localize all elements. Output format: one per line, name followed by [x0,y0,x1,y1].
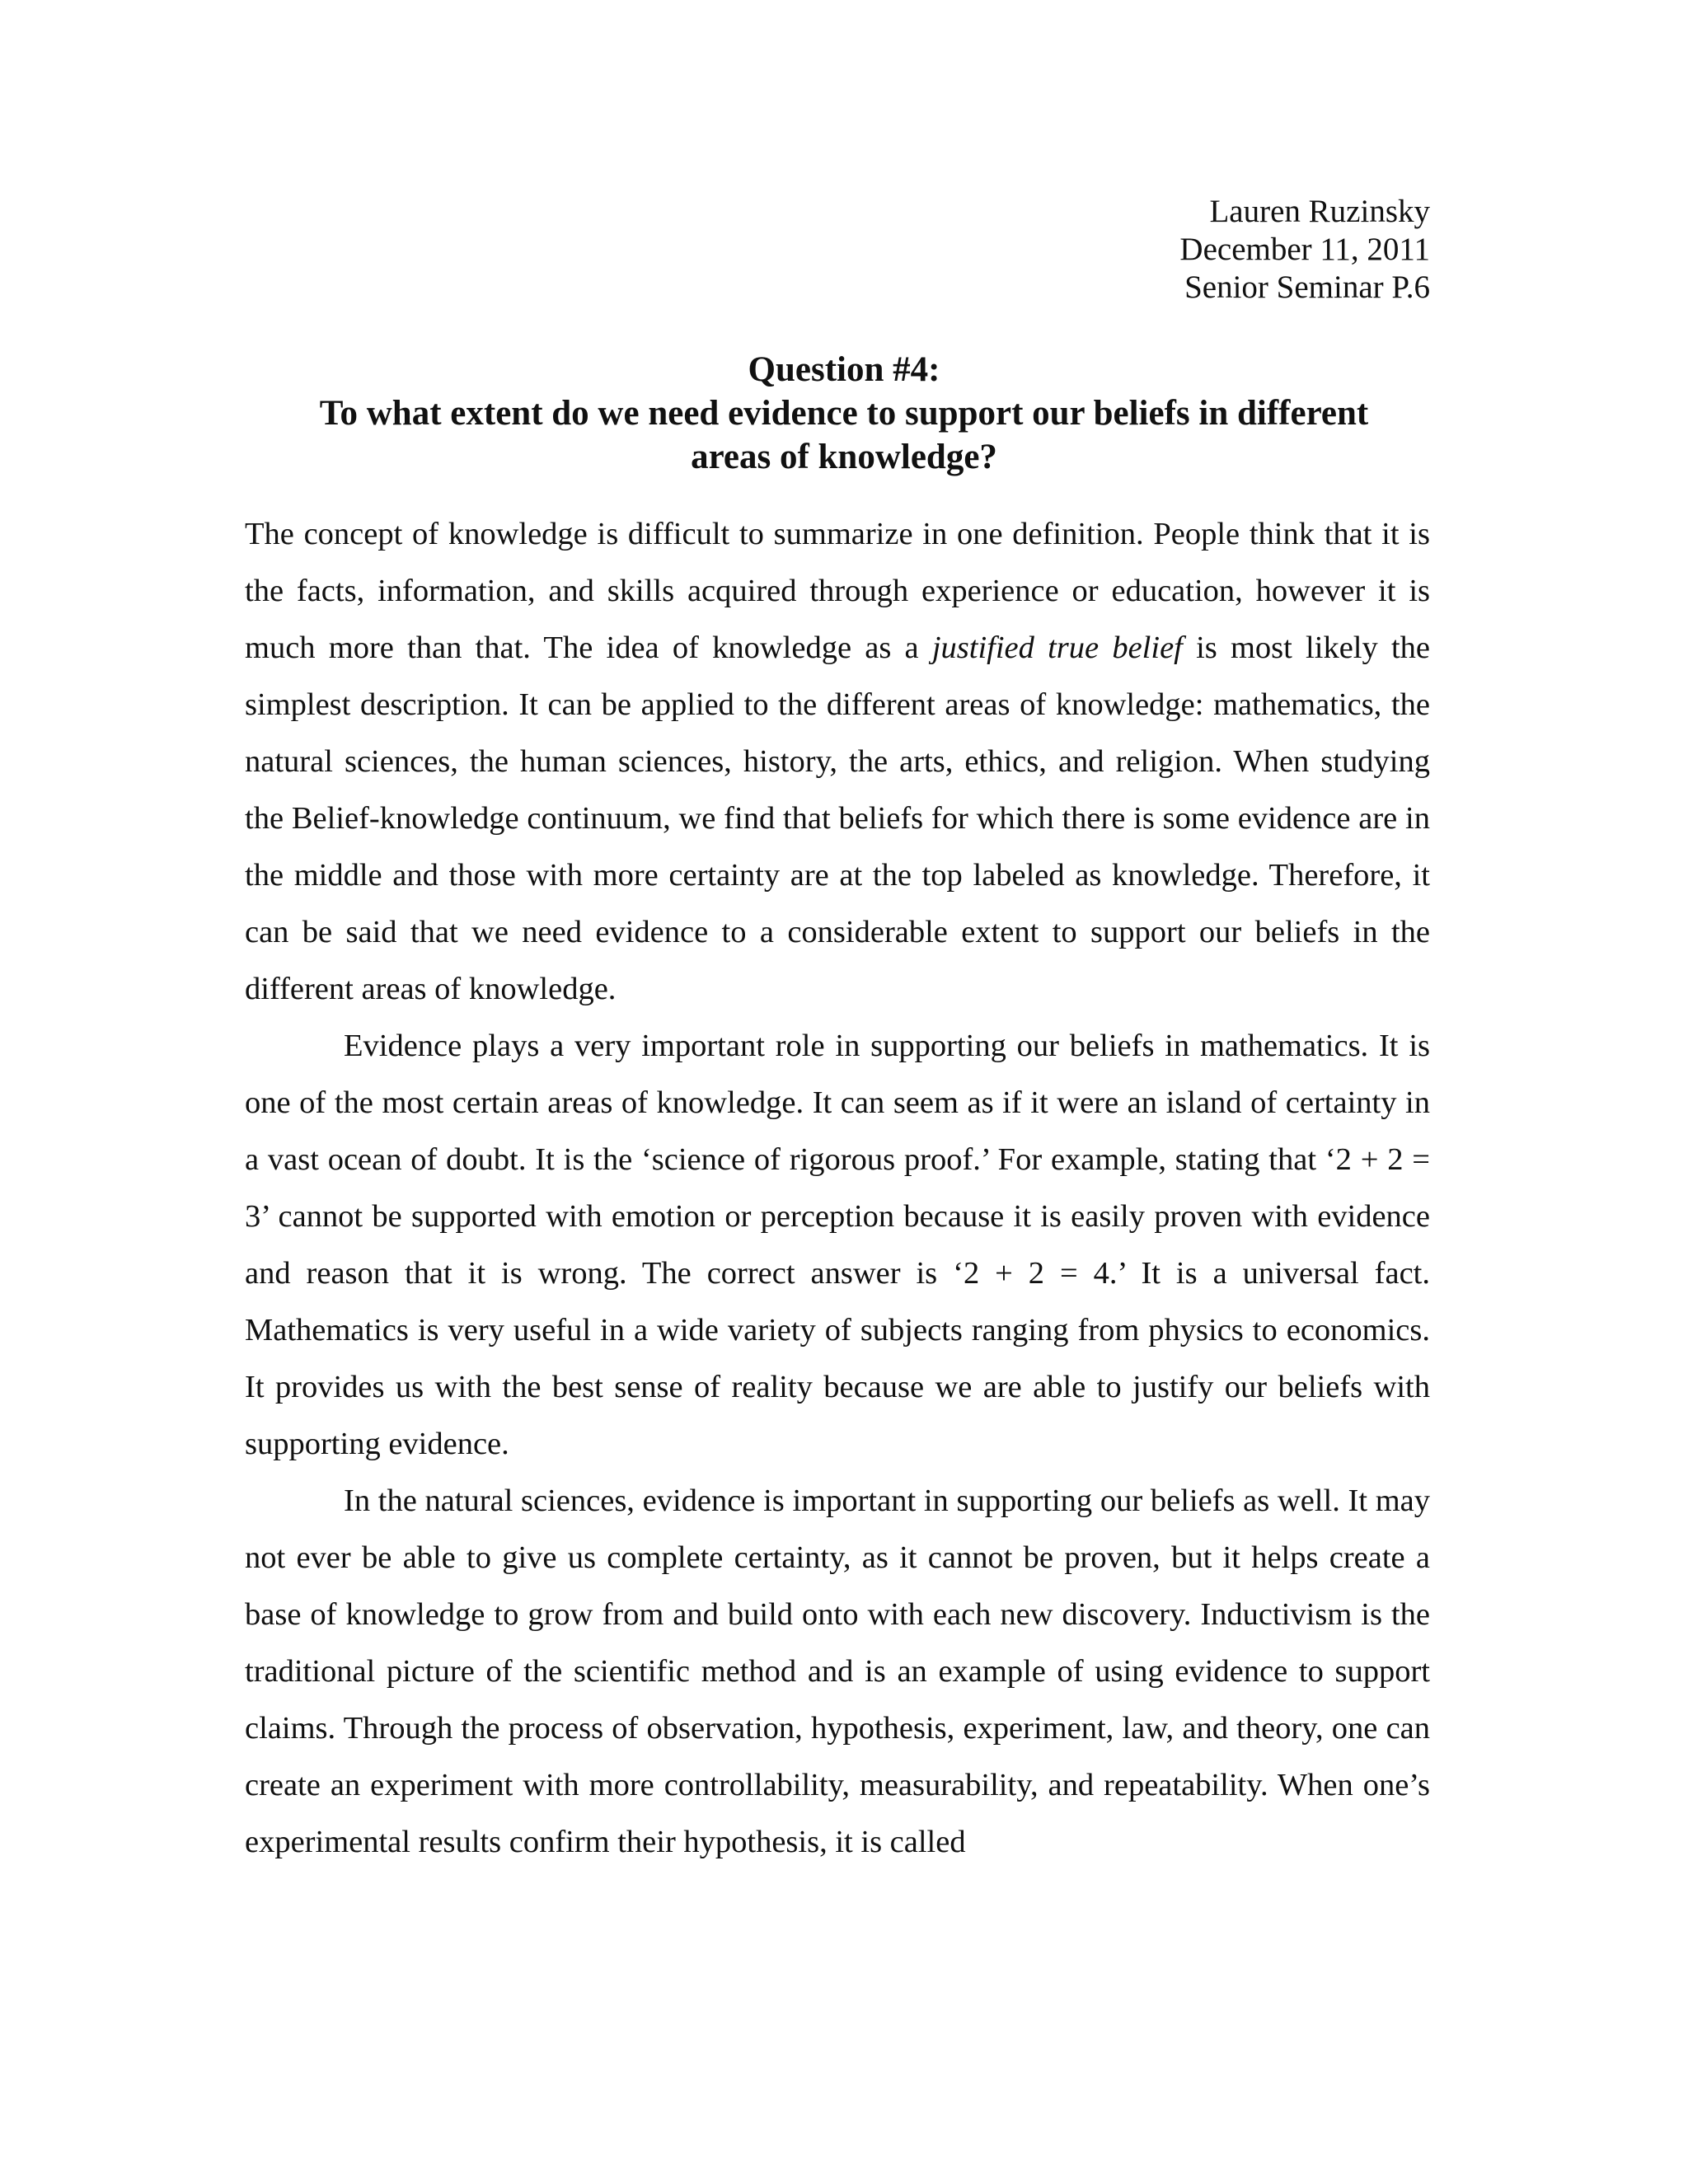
paragraph-intro-end: is most likely the simplest description. It can be applied to the different areas of knowledge: mathematics, the natural sciences, the human sciences, history, the arts, ethics, and religion. When studying the Belief-knowledge continuum, we find that beliefs for which there is some evidence are in the middle and those with more certainty are at the top labeled as knowledge. Therefore, it can be said that we need evidence to a considerable extent to support our beliefs in the different areas of knowledge. [245,630,1430,1006]
title-line-1: Question #4: [748,350,940,389]
essay-body [245,506,1430,1871]
paragraph-intro [245,506,1430,1018]
title-line-2: To what extent do we need evidence to support our beliefs in different [319,394,1369,433]
document-title [0,348,1688,479]
course-name: Senior Seminar P.6 [1184,269,1430,305]
title-line-3: areas of knowledge? [691,438,997,476]
document-date: December 11, 2011 [1179,232,1430,267]
paragraph-intro-start: The concept of knowledge is difficult to summarize in one definition. People think that it is the facts, information, and skills acquired through experience or education, however it is much more than that. The idea of knowledge as a [245,517,1430,665]
author-name: Lauren Ruzinsky [1209,194,1430,229]
italic-phrase: justified true belief [931,630,1183,665]
author-header [1179,193,1430,307]
paragraph-natural-sciences: In the natural sciences, evidence is important in supporting our beliefs as well. It may not ever be able to give us complete certainty, as it cannot be proven, but it helps create a base of knowledge to grow from and build onto with each new discovery. Inductivism is the traditional picture of the scientific method and is an example of using evidence to support claims. Through the process of observation, hypothesis, experiment, law, and theory, one can create an experiment with more controllability, measurability, and repeatability. When one’s experimental results confirm their hypothesis, it is called [245,1483,1430,1859]
paragraph-mathematics: Evidence plays a very important role in supporting our beliefs in mathematics. It is one of the most certain areas of knowledge. It can seem as if it were an island of certainty in a vast ocean of doubt. It is the ‘science of rigorous proof.’ For example, stating that ‘2 + 2 = 3’ cannot be supported with emotion or perception because it is easily proven with evidence and reason that it is wrong. The correct answer is ‘2 + 2 = 4.’ It is a universal fact. Mathematics is very useful in a wide variety of subjects ranging from physics to economics. It provides us with the best sense of reality because we are able to justify our beliefs with supporting evidence. [245,1029,1430,1461]
